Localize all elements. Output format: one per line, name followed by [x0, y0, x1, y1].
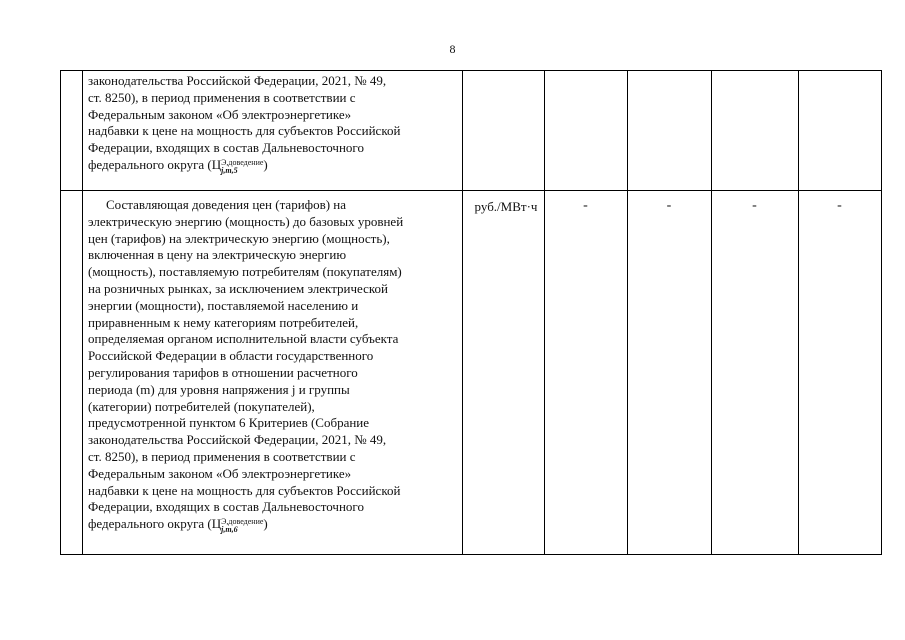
text-line: ст. 8250), в период применения в соответствии с [88, 448, 356, 464]
text-line: ст. 8250), в период применения в соответствии с [88, 89, 356, 105]
text-line: предусмотренной пунктом 6 Критериев (Собрание [88, 415, 370, 431]
text-line: Федеральным законом «Об электроэнергетике» [88, 465, 352, 481]
document-table [60, 70, 882, 555]
text-line: на розничных рынках, за исключением электрической [88, 280, 389, 296]
column-divider [82, 70, 83, 555]
text-line: надбавки к цене на мощность для субъектов Российской [88, 482, 401, 498]
symbol-subscript: j,m,5 [221, 165, 238, 175]
text-line: (категории) потребителей (покупателей), [88, 398, 315, 414]
text-line: Федерации, входящих в состав Дальневосточного [88, 499, 364, 515]
row-2-description [88, 197, 463, 534]
text-line: цен (тарифов) на электрическую энергию (мощность), [88, 230, 390, 246]
column-divider [544, 70, 545, 555]
table-border-top [60, 70, 882, 71]
text-line: законодательства Российской Федерации, 2021, № 49, [88, 73, 387, 88]
value-cell: - [666, 198, 672, 213]
text-fragment: федерального округа (Ц [88, 516, 222, 532]
text-line: Составляющая доведения цен (тарифов) на [106, 197, 347, 212]
formula-line [88, 157, 463, 175]
text-line: регулирования тарифов в отношении расчетного [88, 364, 358, 380]
price-symbol-indices [221, 518, 263, 534]
column-divider [627, 70, 628, 555]
text-fragment: федерального округа (Ц [88, 156, 222, 172]
text-line: периода (m) для уровня напряжения j и группы [88, 381, 350, 397]
column-divider [798, 70, 799, 555]
column-divider [711, 70, 712, 555]
text-line: Федеральным законом «Об электроэнергетике» [88, 106, 352, 122]
value-cell: - [583, 198, 588, 213]
unit-cell: руб./МВт·ч [474, 199, 538, 214]
text-line: приравненным к нему категориям потребителей, [88, 314, 359, 330]
text-line: определяемая органом исполнительной власти субъекта [88, 331, 399, 347]
row-divider [60, 190, 882, 191]
table-border-bottom [60, 554, 882, 555]
table-border-left [60, 70, 61, 555]
table-border-right [881, 70, 882, 555]
text-line: включенная в цену на электрическую энергию [88, 247, 347, 263]
value-cell: - [837, 198, 842, 213]
text-line: Российской Федерации в области государственного [88, 348, 374, 364]
text-line: законодательства Российской Федерации, 2021, № 49, [88, 432, 387, 448]
text-line: надбавки к цене на мощность для субъектов Российской [88, 123, 401, 139]
price-symbol-indices [221, 159, 263, 175]
symbol-subscript: j,m,6 [221, 525, 238, 535]
text-line: энергии (мощности), поставляемой населению и [88, 297, 359, 313]
value-cell: - [752, 198, 757, 213]
text-fragment: ) [263, 516, 268, 532]
text-fragment: ) [263, 156, 268, 172]
text-line: электрическую энергию (мощность) до базовых уровней [88, 213, 404, 229]
page-number: 8 [449, 42, 456, 56]
text-line: Федерации, входящих в состав Дальневосточного [88, 140, 364, 156]
row-1-description [88, 73, 463, 175]
symbol-superscript: Э,доведение [221, 517, 264, 527]
text-line: (мощность), поставляемую потребителям (покупателям) [88, 264, 402, 280]
symbol-superscript: Э,доведение [221, 157, 264, 167]
formula-line [88, 516, 463, 534]
